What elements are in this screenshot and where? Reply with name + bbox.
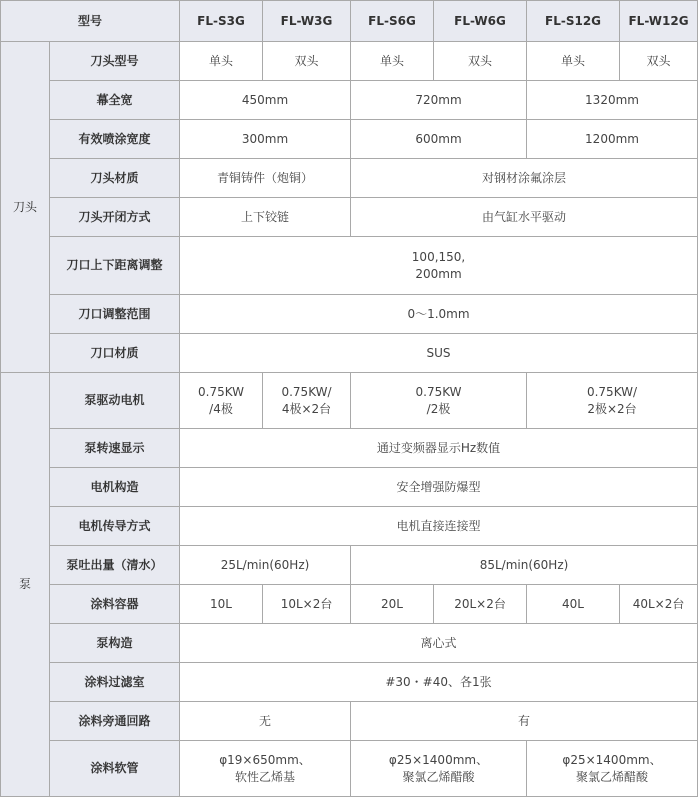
cell-value: φ19×650mm、 软性乙烯基 [180, 741, 351, 797]
cell-value: 有 [351, 702, 698, 741]
cell-value: 通过变频器显示Hz数值 [180, 429, 698, 468]
cell-value: 对钢材涂氟涂层 [351, 159, 698, 198]
table-row [1, 468, 698, 507]
cell-value: 0.75KW /2极 [351, 373, 527, 429]
row-label: 涂料软管 [50, 741, 180, 797]
cell-value: 20L×2台 [434, 585, 527, 624]
row-label: 电机传导方式 [50, 507, 180, 546]
table-row [1, 373, 698, 429]
cell-value: φ25×1400mm、 聚氯乙烯醋酸 [527, 741, 698, 797]
cell-value: 1320mm [527, 81, 698, 120]
cell-value: φ25×1400mm、 聚氯乙烯醋酸 [351, 741, 527, 797]
model-header: FL-S6G [351, 1, 434, 42]
group-label-knife: 刀头 [1, 42, 50, 373]
table-row [1, 663, 698, 702]
cell-value: 0.75KW /4极 [180, 373, 263, 429]
cell-value: 青铜铸件（炮铜） [180, 159, 351, 198]
cell-value: 0.75KW/ 4极×2台 [263, 373, 351, 429]
table-row [1, 237, 698, 295]
table-row [1, 429, 698, 468]
row-label: 有效喷涂宽度 [50, 120, 180, 159]
cell-value: 上下铰链 [180, 198, 351, 237]
model-header: FL-W12G [620, 1, 698, 42]
cell-value: 双头 [263, 42, 351, 81]
group-label-pump: 泵 [1, 373, 50, 797]
table-row [1, 334, 698, 373]
cell-value: 20L [351, 585, 434, 624]
model-header: FL-W6G [434, 1, 527, 42]
model-header: FL-W3G [263, 1, 351, 42]
cell-value: 40L [527, 585, 620, 624]
cell-value: 0～1.0mm [180, 295, 698, 334]
row-label: 刀口上下距离调整 [50, 237, 180, 295]
cell-value: SUS [180, 334, 698, 373]
cell-value: 单头 [351, 42, 434, 81]
table-row [1, 702, 698, 741]
cell-value: 安全增强防爆型 [180, 468, 698, 507]
row-label: 泵转速显示 [50, 429, 180, 468]
table-row [1, 295, 698, 334]
cell-value: 100,150, 200mm [180, 237, 698, 295]
row-label: 泵吐出量（清水） [50, 546, 180, 585]
table-row [1, 741, 698, 797]
table-row [1, 198, 698, 237]
row-label: 泵构造 [50, 624, 180, 663]
table-row [1, 159, 698, 198]
cell-value: 双头 [620, 42, 698, 81]
cell-value: #30・#40、各1张 [180, 663, 698, 702]
cell-value: 600mm [351, 120, 527, 159]
cell-value: 300mm [180, 120, 351, 159]
cell-value: 450mm [180, 81, 351, 120]
cell-value: 720mm [351, 81, 527, 120]
cell-value: 双头 [434, 42, 527, 81]
row-label: 涂料旁通回路 [50, 702, 180, 741]
cell-value: 0.75KW/ 2极×2台 [527, 373, 698, 429]
model-header: FL-S3G [180, 1, 263, 42]
model-header-label: 型号 [1, 1, 180, 42]
row-label: 电机构造 [50, 468, 180, 507]
row-label: 幕全宽 [50, 81, 180, 120]
cell-value: 85L/min(60Hz) [351, 546, 698, 585]
cell-value: 10L×2台 [263, 585, 351, 624]
table-row [1, 120, 698, 159]
table-row [1, 81, 698, 120]
model-header: FL-S12G [527, 1, 620, 42]
cell-value: 40L×2台 [620, 585, 698, 624]
header-row [1, 1, 698, 42]
cell-value: 无 [180, 702, 351, 741]
cell-value: 25L/min(60Hz) [180, 546, 351, 585]
row-label: 涂料容器 [50, 585, 180, 624]
row-label: 刀头材质 [50, 159, 180, 198]
cell-value: 10L [180, 585, 263, 624]
cell-value: 由气缸水平驱动 [351, 198, 698, 237]
row-label: 泵驱动电机 [50, 373, 180, 429]
cell-value: 电机直接连接型 [180, 507, 698, 546]
cell-value: 单头 [527, 42, 620, 81]
row-label: 刀头开闭方式 [50, 198, 180, 237]
table-row [1, 624, 698, 663]
row-label: 刀头型号 [50, 42, 180, 81]
row-label: 刀口调整范围 [50, 295, 180, 334]
cell-value: 1200mm [527, 120, 698, 159]
table-row [1, 42, 698, 81]
cell-value: 单头 [180, 42, 263, 81]
table-row [1, 546, 698, 585]
table-row [1, 585, 698, 624]
row-label: 涂料过滤室 [50, 663, 180, 702]
table-row [1, 507, 698, 546]
row-label: 刀口材质 [50, 334, 180, 373]
cell-value: 离心式 [180, 624, 698, 663]
